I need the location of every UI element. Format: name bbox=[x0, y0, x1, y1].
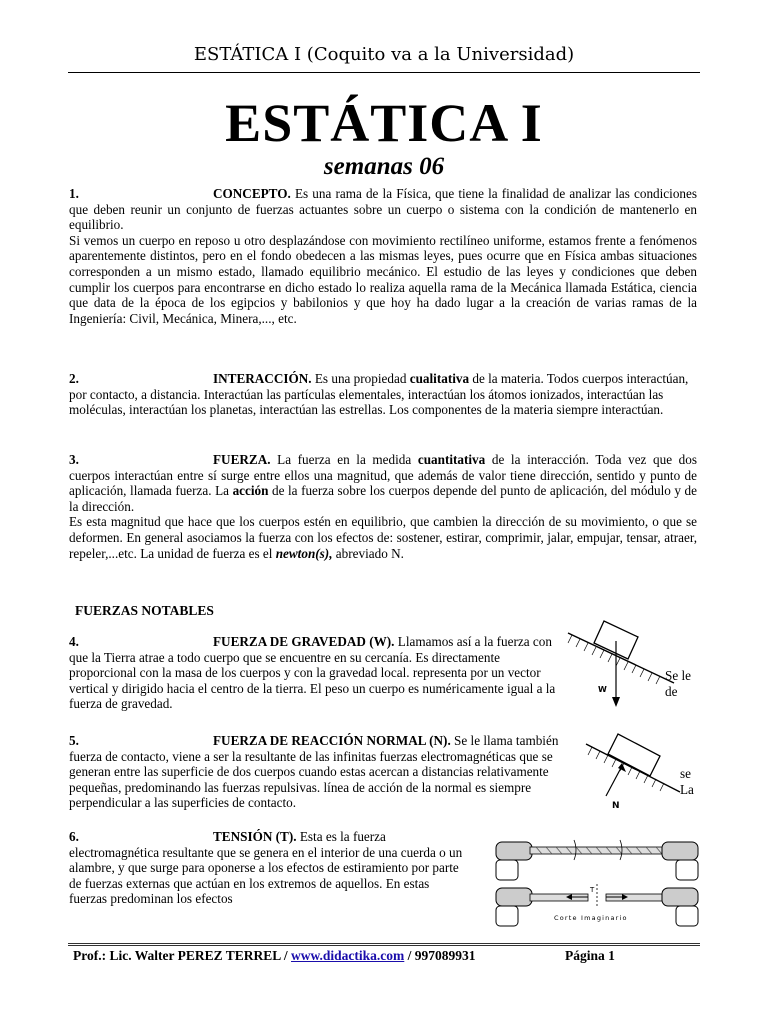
section-text-2: acercan a distancias relativamente pequeñas, predominando las fuerzas repulsivas. bbox=[69, 764, 549, 795]
section-text: Es una propiedad bbox=[311, 371, 410, 386]
section-text: Se le llama también fuerza de contacto, viene a ser la resultante de las infinitas fuerzas electromagnéticas que se generan entre las superficie de dos cuerpos cuando estas bbox=[69, 733, 559, 780]
cut-caption: Corte Imaginario bbox=[554, 914, 628, 922]
running-header: ESTÁTICA I (Coquito va a la Universidad) bbox=[193, 44, 575, 65]
fuerzas-notables-heading: FUERZAS NOTABLES bbox=[75, 603, 214, 618]
section-text: La fuerza en la medida bbox=[270, 452, 418, 467]
normal-label: N bbox=[612, 801, 620, 811]
tension-paragraph bbox=[69, 829, 465, 907]
section-text-4: Es esta magnitud que hace que los cuerpos estén en equilibrio, que cambien la dirección de su movimiento, o que se deformen. En general asociamos la fuerza con los efectos de: sostener, estirar, comprimir, jalar, empujar, tensar, atraer, repeler,...etc. La unidad de fuerza es el bbox=[69, 514, 697, 561]
section-text: Esta es la fuerza electromagnética resultante que se genera en el interior de una cuerda o un alambre, y que surge para oponerse a los efectos de estiramiento por parte de fuerzas externas que actúan en los extremos de aquellos. En estas fuerzas predominan los efectos bbox=[69, 829, 463, 907]
section-interaccion bbox=[69, 371, 697, 418]
section-concepto bbox=[69, 186, 697, 326]
section-text-2: de la interacción. Toda vez que dos cuerpos interactúan entre sí surge entre ellos una magnitud, que además de valor tiene dirección, sentido y punto de aplicación, llamada fuerza. La bbox=[69, 452, 698, 499]
section-text-3: un cuerpo es numéricamente igual a la fuerza de gravedad. bbox=[69, 680, 556, 712]
section-number: 1. bbox=[69, 186, 79, 201]
section-normal bbox=[69, 733, 579, 811]
section-text-3: de la fuerza sobre los cuerpos depende del punto de aplicación, del módulo y de la dirección. bbox=[69, 483, 697, 514]
document-subtitle: semanas 06 bbox=[323, 153, 445, 180]
page-number: Página 1 bbox=[565, 948, 615, 963]
gravity-diagram bbox=[566, 615, 686, 715]
tension-diagram bbox=[492, 822, 702, 932]
weight-label: W bbox=[598, 685, 607, 694]
section-heading: FUERZA. bbox=[213, 452, 271, 467]
interaccion-paragraph bbox=[69, 371, 697, 418]
fuerza-paragraph-2 bbox=[69, 514, 697, 561]
section-text: Llamamos así a la fuerza con que la Tierra atrae a todo cuerpo que se encuentre en su cercanía. Es directamente proporcional con la masa de los cuerpos y con la gravedad local. bbox=[69, 634, 552, 681]
section-heading: INTERACCIÓN. bbox=[213, 371, 312, 386]
section-number: 2. bbox=[69, 371, 79, 386]
footer-website-link[interactable]: www.didactika.com bbox=[291, 948, 405, 963]
concepto-paragraph bbox=[69, 186, 697, 233]
normal-force-diagram bbox=[584, 730, 684, 815]
section-number: 6. bbox=[69, 829, 79, 844]
concepto-paragraph-2: Si vemos un cuerpo en reposo u otro desplazándose con movimiento rectilíneo uniforme, estamos frente a fenómenos aparentemente distintos, pero en el fondo obedecen a las mismas leyes, pues ocurre que en Física ambas situaciones corresponden a un mismo estado, llamado equilibrio mecánico. El estudio de las leyes y condiciones que deben cumplir los cuerpos para encontrarse en dicho estado lo realiza aquella rama de la Mecánica llamada Estática, ciencia que data de la época de los egipcios y babilonios y que hoy ha dado lugar a la creación de varias ramas de la Ingeniería: Civil, Mecánica, Minera,..., etc. bbox=[69, 232, 697, 326]
header-rule bbox=[68, 72, 700, 73]
text-fragment: se bbox=[680, 766, 691, 781]
page-footer bbox=[73, 948, 703, 964]
section-heading: FUERZA DE REACCIÓN NORMAL (N). bbox=[213, 733, 451, 748]
section-text-2: de la materia. Todos cuerpos interactúan, por contacto, a distancia. Interactúan las partículas elementales, interactúan los átomos ionizados, interactúan las moléculas, interactúan los planetas, interactúan las estrellas. Los componentes de la materia siempre interactúan. bbox=[69, 371, 689, 418]
section-text-2: representa por un vector vertical y dirigido hacia el centro de la tierra. El peso bbox=[69, 665, 541, 696]
footer-author: Prof.: Lic. Walter PEREZ TERREL / bbox=[73, 948, 292, 963]
document-title: ESTÁTICA I bbox=[225, 93, 543, 153]
section-text-3: línea de acción de la normal es siempre perpendicular a las superficies de contacto. bbox=[69, 779, 532, 811]
tension-label: T bbox=[590, 886, 595, 894]
gravedad-paragraph bbox=[69, 634, 559, 712]
section-text: Es una rama de la Física, que tiene la finalidad de analizar las condiciones que deben reunir un conjunto de fuerzas actuantes sobre un cuerpo o sistema con la condición de mantenerlo en equilibrio. bbox=[69, 186, 697, 233]
footer-rule bbox=[68, 943, 700, 946]
section-heading: FUERZA DE GRAVEDAD (W). bbox=[213, 634, 395, 649]
section-number: 4. bbox=[69, 634, 79, 649]
text-fragment: La bbox=[680, 782, 694, 797]
section-heading: TENSIÓN (T). bbox=[213, 829, 297, 844]
emphasis-accion: acción bbox=[232, 483, 269, 499]
section-number: 3. bbox=[69, 452, 79, 467]
section-number: 5. bbox=[69, 733, 79, 748]
footer-phone: / 997089931 bbox=[404, 948, 476, 963]
normal-paragraph bbox=[69, 733, 579, 811]
emphasis-cuantitativa: cuantitativa bbox=[417, 452, 486, 467]
emphasis-cualitativa: cualitativa bbox=[409, 371, 470, 386]
section-gravedad bbox=[69, 634, 559, 712]
text-fragment: Se le bbox=[665, 668, 692, 683]
section-text-5: abreviado N. bbox=[332, 545, 404, 561]
section-tension bbox=[69, 829, 465, 907]
emphasis-newton: newton(s), bbox=[275, 545, 333, 561]
rope-full bbox=[496, 840, 698, 880]
fuerza-paragraph bbox=[69, 452, 697, 514]
text-fragment: de bbox=[665, 684, 678, 699]
section-heading: CONCEPTO. bbox=[213, 186, 291, 201]
section-fuerza bbox=[69, 452, 697, 561]
